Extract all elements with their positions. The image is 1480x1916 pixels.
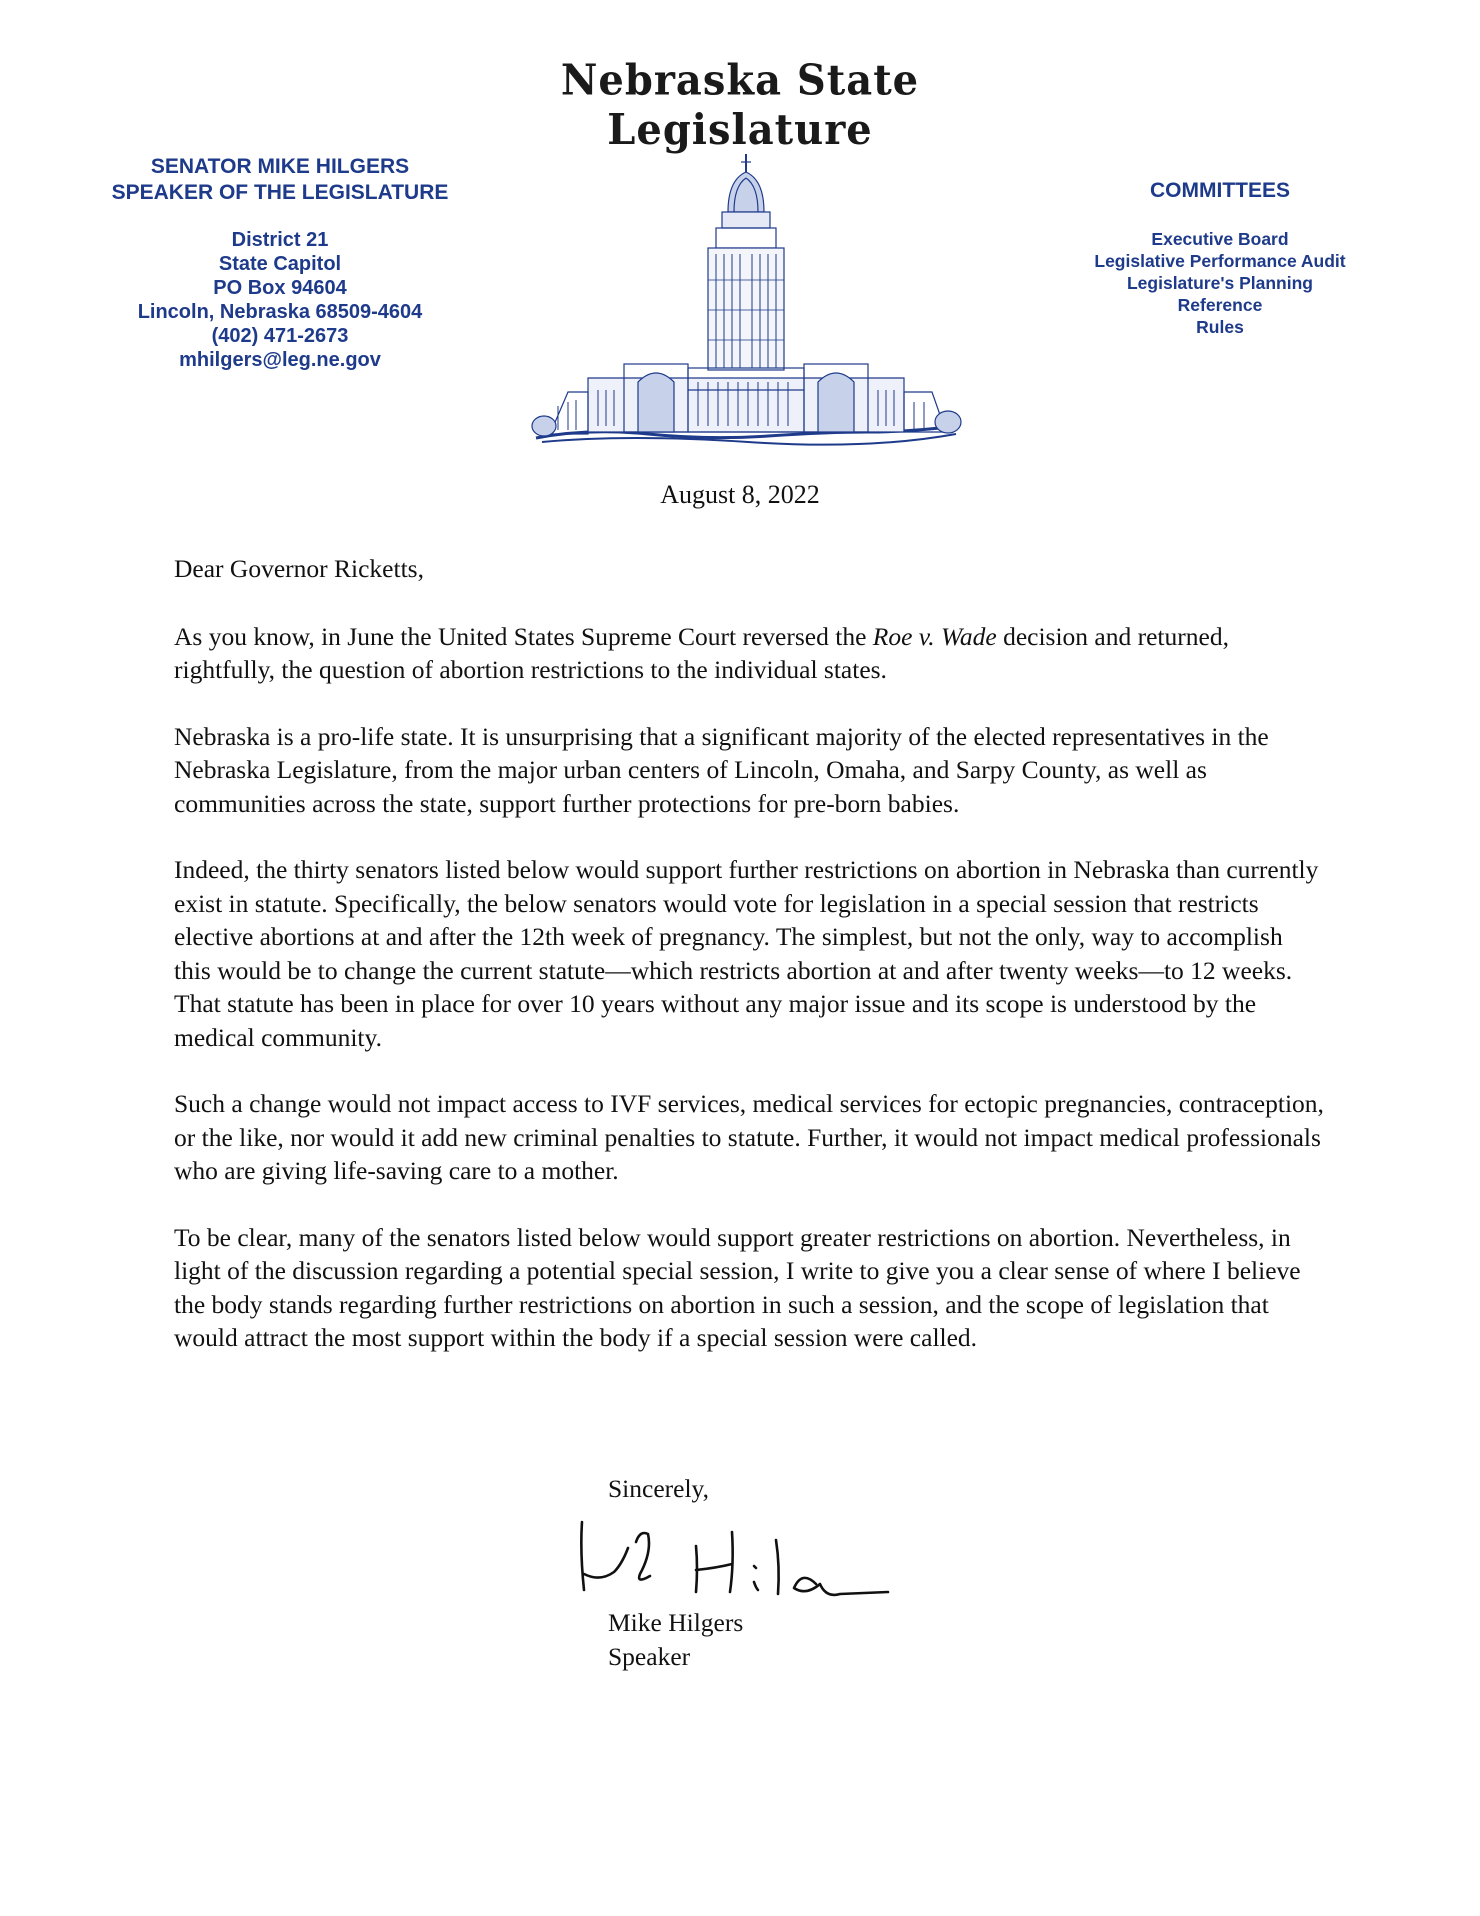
- sender-phone: (402) 471-2673: [211, 325, 349, 347]
- sender-building: State Capitol: [218, 253, 342, 275]
- paragraph-1-start: As you know, in June the United States Supreme Court reversed the: [174, 621, 873, 651]
- paragraph-1: [174, 620, 1324, 687]
- case-name: Roe v. Wade: [872, 621, 997, 651]
- sender-city: Lincoln, Nebraska 68509-4604: [137, 301, 423, 323]
- committees-block: [1070, 178, 1370, 338]
- committee-item: Reference: [1177, 295, 1263, 315]
- sender-address: [70, 228, 490, 372]
- capitol-building-illustration: [528, 150, 964, 452]
- paragraph-2: Nebraska is a pro-life state. It is unsurprising that a significant majority of the elected representatives in the Nebraska Legislature, from the major urban centers of Lincoln, Omaha, and Sarpy County, as well as communities across the state, support further protections for pre-born babies.: [174, 721, 1269, 818]
- sender-title: SPEAKER OF THE LEGISLATURE: [111, 181, 449, 204]
- sender-name: SENATOR MIKE HILGERS: [150, 155, 410, 178]
- committee-item: Executive Board: [1151, 229, 1289, 249]
- signer-title: Speaker: [608, 1641, 691, 1671]
- closing: Sincerely,: [608, 1474, 710, 1503]
- committees-heading: COMMITTEES: [1150, 179, 1290, 202]
- committee-item: Legislature's Planning: [1126, 273, 1313, 293]
- masthead-title: Nebraska State Legislature: [560, 55, 920, 155]
- paragraph-3: Indeed, the thirty senators listed below would support further restrictions on abortion in Nebraska than currently exist in statute. Specifically, the below senators would vote for legislation in a special session that restricts elective abortions at and after the 12th week of pregnancy. The simplest, but not the only, way to accomplish this would be to change the current statute—which restricts abortion at and after twenty weeks—to 12 weeks. That statute has been in place for over 10 years without any major issue and its scope is understood by the medical community.: [174, 855, 1319, 1052]
- signer-block: [608, 1606, 743, 1673]
- committee-item: Legislative Performance Audit: [1094, 251, 1346, 271]
- paragraph-1-end: decision and returned, rightfully, the question of abortion restrictions to the individual states.: [174, 621, 1229, 684]
- signer-name: Mike Hilgers: [608, 1608, 744, 1637]
- sender-po-box: PO Box 94604: [213, 277, 347, 299]
- paragraph-4: Such a change would not impact access to IVF services, medical services for ectopic pregnancies, contraception, or the like, nor would it add new criminal penalties to statute. Further, it would not impact medical professionals who are giving life-saving care to a mother.: [174, 1089, 1324, 1185]
- sender-district: District 21: [231, 229, 329, 251]
- letter-body: [174, 552, 1324, 1388]
- letter-date: August 8, 2022: [660, 480, 820, 509]
- committee-item: Rules: [1196, 317, 1244, 337]
- paragraph-5: To be clear, many of the senators listed below would support greater restrictions on abortion. Nevertheless, in light of the discussion regarding a potential special session, I write to give you a clear sense of where I believe the body stands regarding further restrictions on abortion in such a session, and the scope of legislation that would attract the most support within the body if a special session were called.: [174, 1222, 1301, 1352]
- sender-block: [70, 154, 490, 372]
- sender-email: mhilgers@leg.ne.gov: [179, 349, 381, 371]
- salutation: Dear Governor Ricketts,: [174, 554, 424, 583]
- handwritten-signature: [570, 1512, 900, 1602]
